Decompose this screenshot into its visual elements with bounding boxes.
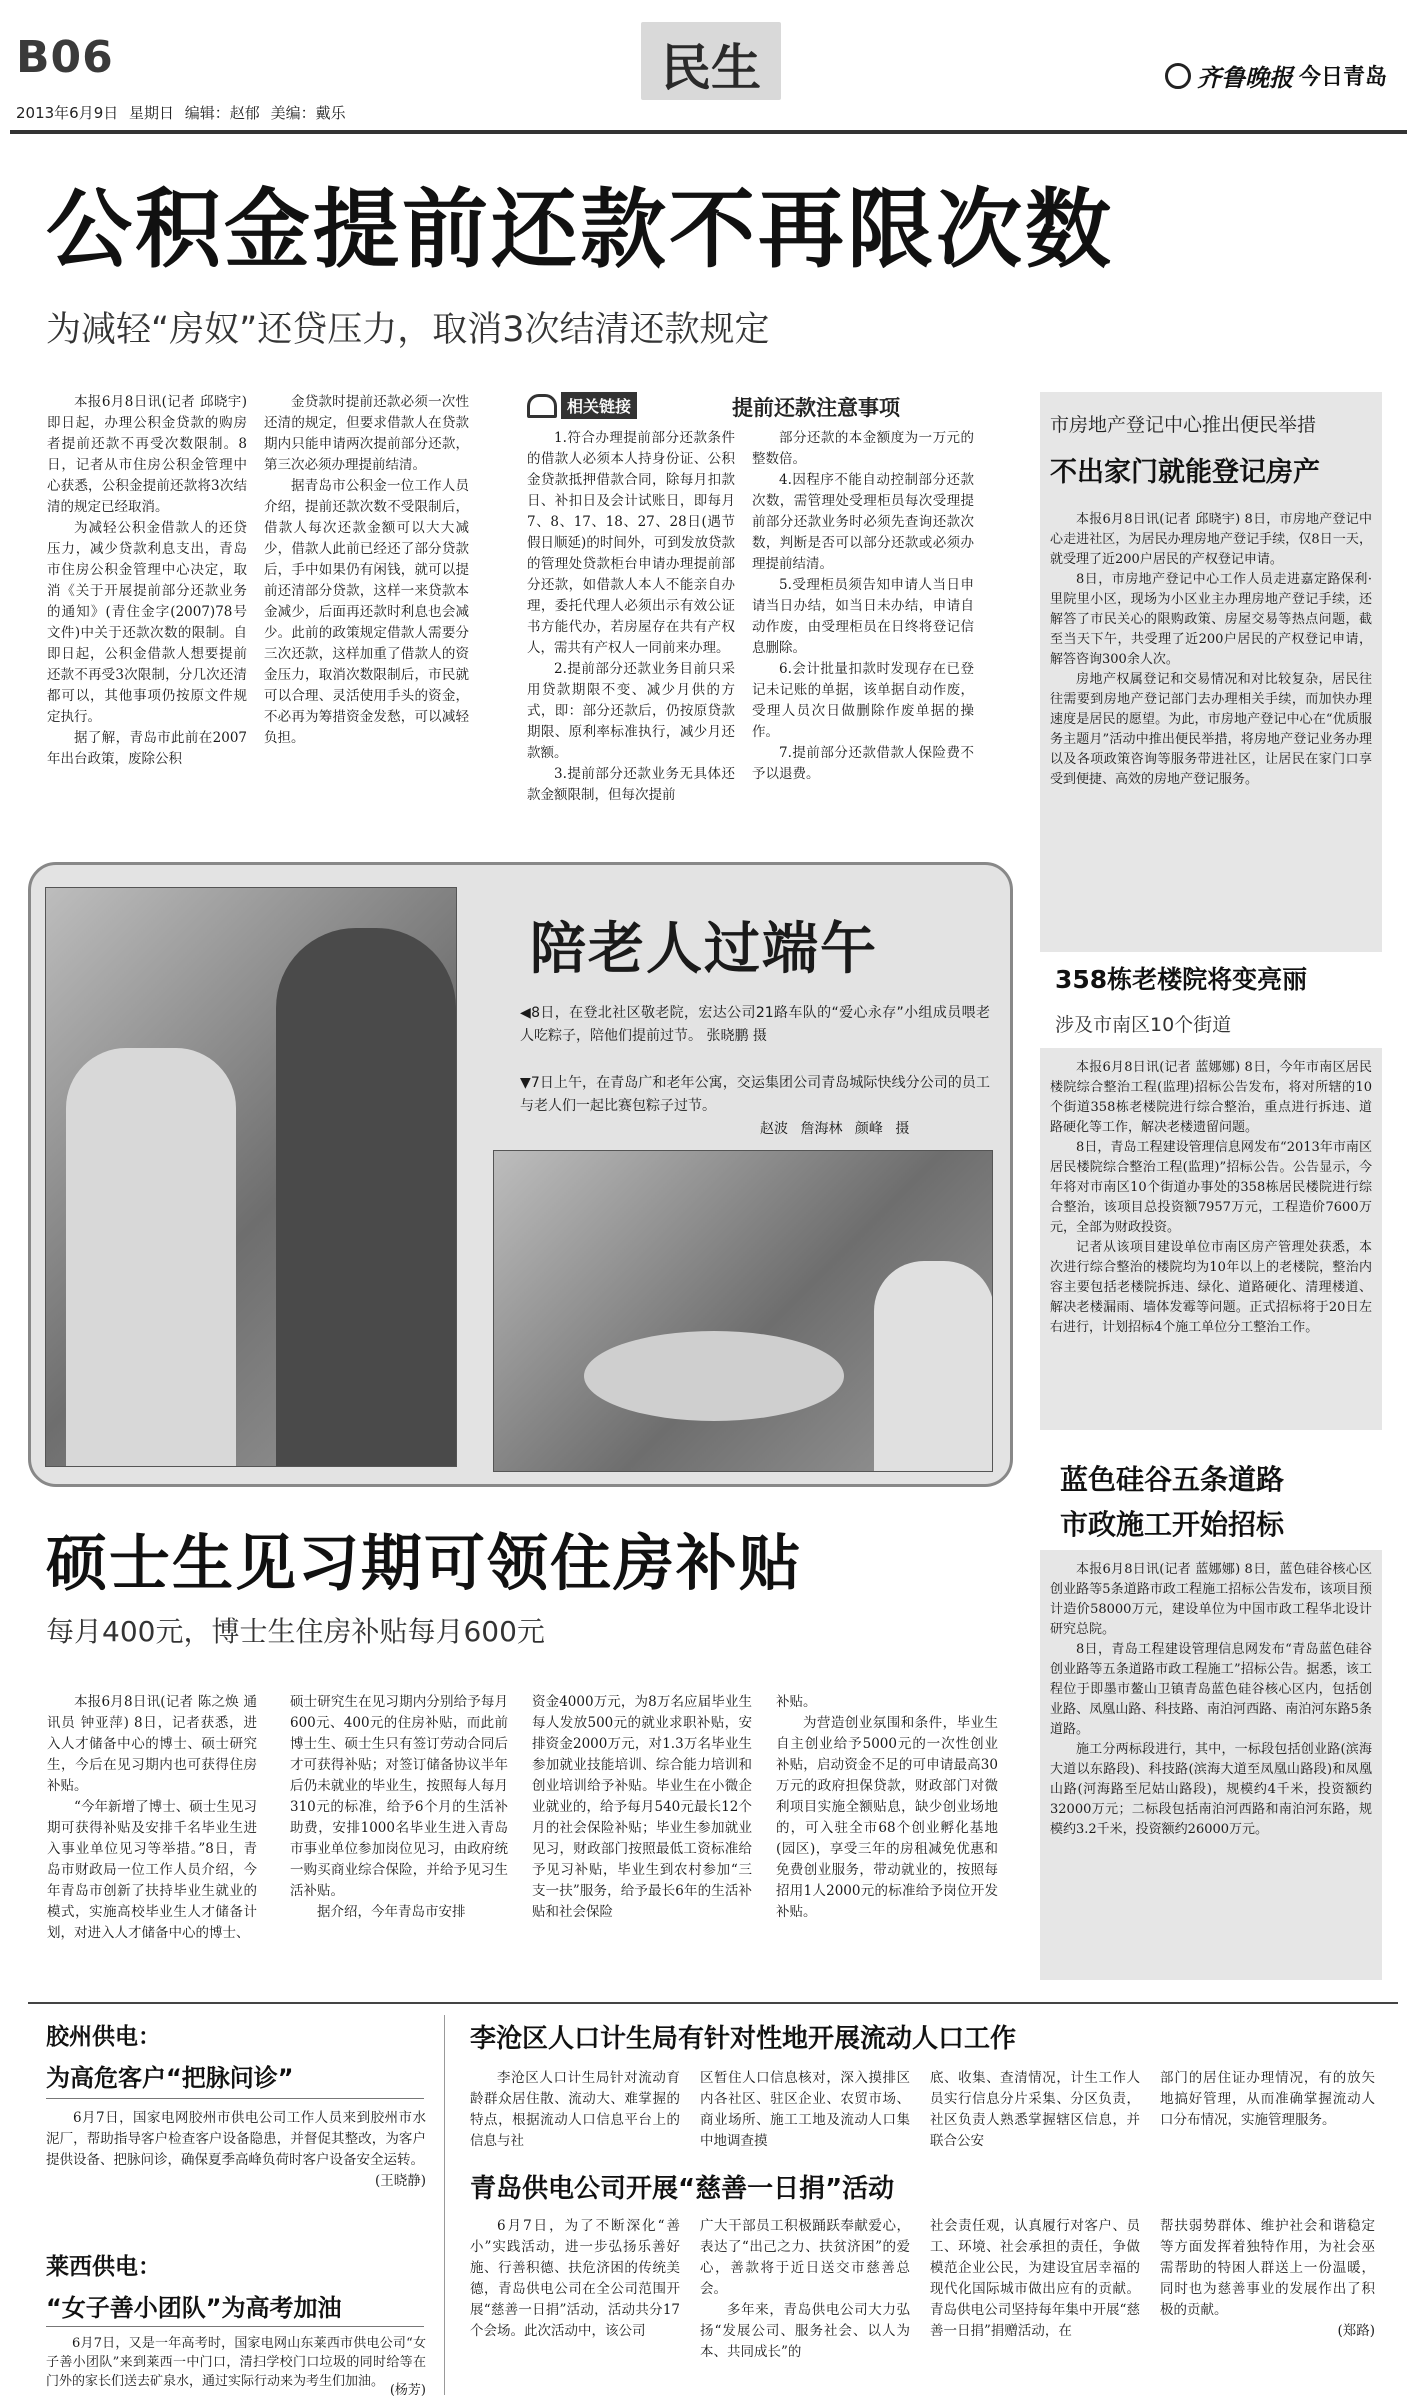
- brief-credit: (王晓静): [374, 2173, 426, 2189]
- page-number: B06: [16, 32, 114, 83]
- second-column-1: [47, 1692, 257, 1992]
- old-buildings-headline: 358栋老楼院将变亮丽: [1055, 965, 1308, 994]
- old-buildings-subhead: 涉及市南区10个街道: [1055, 1014, 1232, 1036]
- lead-paragraph: 据青岛市公积金一位工作人员介绍，提前还款次数不受限制后，借款人每次还款金额可以大大减少，借款人此前已经还了部分贷款后，手中如果仍有闲钱，就可以提前还清部分贷款，这样一来贷款本金减少，后面再还款时利息也会减少。此前的政策规定借款人需要分三次还款，这样加重了借款人的资金压力，取消次数限制后，市民就可以合理、灵活使用手头的资金，不必再为筹措资金发愁，可以减轻负担。: [264, 478, 469, 746]
- lead-headline: 公积金提前还款不再限次数: [46, 180, 1114, 280]
- story-b-paragraph: 多年来，青岛供电公司大力弘扬“发展公司、服务社会、以人为本、共同成长”的: [700, 2302, 910, 2360]
- brief-2-headline: “女子善小团队”为高考加油: [46, 2294, 342, 2322]
- second-paragraph: 资金4000万元，为8万名应届毕业生每人发放500元的就业求职补贴，安排资金2000万元，对1.3万名毕业生参加就业技能培训、综合能力培训和创业培训给予补贴。毕业生在小微企业就业的，给予每月540元最长12个月的社会保险补贴；毕业生参加就业见习，财政部门按照最低工资标准给予见习补贴，毕业生到农村参加“三支一扶”服务，给予最长6年的生活补贴和社会保险: [532, 1694, 752, 1920]
- feature-caption-2: ▼7日上午，在青岛广和老年公寓，交运集团公司青岛城际快线分公司的员工与老人们一起比赛包粽子过节。: [520, 1075, 990, 1114]
- story-b-credit: (郑路): [1337, 2323, 1375, 2339]
- lead-paragraph: 为减轻公积金借款人的还贷压力，减少贷款利息支出，青岛市住房公积金管理中心决定，取消《关于开展提前部分还款业务的通知》(青住金字(2007)78号文件)中关于还款次数的限制。自即日起，公积金借款人想要提前还款不再受3次限制，分几次还清都可以，其他事项仍按原文件规定执行。: [47, 520, 247, 725]
- blue-valley-paragraph: 8日，青岛工程建设管理信息网发布“青岛蓝色硅谷创业路等五条道路市政工程施工”招标公告。据悉，该工程位于即墨市鳌山卫镇青岛蓝色硅谷核心区内，包括创业路、凤凰山路、科技路、南泊河西路、南泊河东路5条道路。: [1050, 1642, 1372, 1737]
- related-item: 7.提前部分还款借款人保险费不予以退费。: [752, 745, 974, 782]
- second-headline: 硕士生见习期可领住房补贴: [46, 1528, 803, 1599]
- blue-valley-headline-line1: 蓝色硅谷五条道路: [1060, 1463, 1285, 1496]
- second-paragraph: 补贴。: [776, 1694, 817, 1710]
- old-buildings-paragraph: 本报6月8日讯(记者 蓝娜娜) 8日，今年市南区居民楼院综合整治工程(监理)招标公告发布，将对所辖的10个街道358栋老楼院进行综合整治，重点进行拆违、道路硬化等工作，解决老楼遗留问题。: [1050, 1060, 1372, 1135]
- photo-table: [584, 1331, 844, 1421]
- photo-figure-right: [874, 1261, 993, 1472]
- related-tag-label: 相关链接: [561, 392, 637, 419]
- feature-caption-1: ◀8日，在登北社区敬老院，宏达公司21路车队的“爱心永存”小组成员喂老人吃粽子，陪他们提前过节。 张晓鹏 摄: [520, 1005, 990, 1044]
- feature-caption-2-credit: 赵波 詹海林 颜峰 摄: [760, 1121, 910, 1137]
- related-column-2: [752, 428, 974, 828]
- date-line: 2013年6月9日 星期日 编辑：赵郁 美编：戴乐: [16, 104, 346, 122]
- brief-1-body: [46, 2108, 426, 2238]
- brief-2-source: 莱西供电：: [46, 2254, 161, 2280]
- brand-edition: 今日青岛: [1299, 65, 1388, 90]
- related-item: 部分还款的本金额度为一万元的整数倍。: [752, 430, 974, 467]
- second-column-3: [532, 1692, 752, 1992]
- sidebar-housing-headline: 不出家门就能登记房产: [1050, 457, 1320, 488]
- story-b-col-2: [700, 2216, 910, 2396]
- story-b-col-4: [1160, 2216, 1375, 2396]
- story-a-col-4: 部门的居住证办理情况，有的放矢地搞好管理，从而准确掌握流动人口分布情况，实施管理服务。: [1160, 2070, 1375, 2128]
- sidebar-paragraph: 8日，市房地产登记中心工作人员走进嘉定路保利·里院里小区，现场为小区业主办理房地产登记手续，还解答了市民关心的限购政策、房屋交易等热点问题，截至当天下午，共受理了近200户居民的产权登记申请，解答咨询300余人次。: [1050, 572, 1372, 667]
- brand-logo: [1165, 58, 1387, 93]
- related-link-tag: [527, 392, 637, 419]
- second-paragraph: “今年新增了博士、硕士生见习期可获得补贴及安排千名毕业生进入事业单位见习等举措。”8日，青岛市财政局一位工作人员介绍，今年青岛市创新了扶持毕业生就业的模式，实施高校毕业生人才储备计划，对进入人才储备中心的博士、: [47, 1799, 257, 1941]
- masthead-rule: [10, 130, 1407, 134]
- old-buildings-body: [1050, 1058, 1372, 1423]
- bottom-divider: [28, 2002, 1398, 2004]
- story-b-headline: 青岛供电公司开展“慈善一日捐”活动: [470, 2174, 895, 2204]
- link-icon: [527, 394, 557, 418]
- old-buildings-paragraph: 记者从该项目建设单位市南区房产管理处获悉，本次进行综合整治的楼院均为10年以上的老楼院，整治内容主要包括老楼院拆违、绿化、道路硬化、清理楼道、解决老楼漏雨、墙体发霉等问题。正式招标将于20日左右进行，计划招标4个施工单位分工整治工作。: [1050, 1240, 1372, 1335]
- feature-photo-main: [45, 887, 457, 1467]
- section-title: 民生: [661, 39, 761, 97]
- lead-paragraph: 本报6月8日讯(记者 邱晓宇) 即日起，办理公积金贷款的购房者提前还款不再受次数限制。8日，记者从市住房公积金管理中心获悉，公积金提前还款将3次结清的规定已经取消。: [47, 394, 247, 515]
- story-b-col-3: 社会责任观，认真履行对客户、员工、环境、社会承担的责任，争做模范企业公民，为建设宜居幸福的现代化国际城市做出应有的贡献。青岛供电公司坚持每年集中开展“慈善一日捐”捐赠活动，在: [930, 2218, 1140, 2339]
- lead-paragraph: 金贷款时提前还款必须一次性还清的规定，但要求借款人在贷款期内只能申请两次提前部分还款，第三次必须办理提前结清。: [264, 394, 469, 473]
- story-a-headline: 李沧区人口计生局有针对性地开展流动人口工作: [470, 2024, 1017, 2054]
- lead-paragraph: 据了解，青岛市此前在2007年出台政策，废除公积: [47, 730, 247, 767]
- story-a-col-3: 底、收集、查清情况，计生工作人员实行信息分片采集、分区负责，社区负责人熟悉掌握辖区信息，并联合公安: [930, 2070, 1140, 2149]
- story-b-col-1: 6月7日，为了不断深化“善小”实践活动，进一步弘扬乐善好施、行善积德、扶危济困的传统美德，青岛供电公司在全公司范围开展“慈善一日捐”活动，活动共分17个会场。此次活动中，该公司: [470, 2218, 680, 2339]
- related-column-1: [527, 428, 735, 828]
- sidebar-housing-body: [1050, 510, 1372, 940]
- bottom-column-rule: [444, 2015, 445, 2395]
- sidebar-paragraph: 本报6月8日讯(记者 邱晓宇) 8日，市房地产登记中心走进社区，为居民办理房地产登记手续，仅8日一天，就受理了近200户居民的产权登记申请。: [1050, 512, 1372, 567]
- masthead: [0, 0, 1417, 138]
- brand-circle-icon: [1165, 63, 1191, 89]
- lead-subhead: 为减轻“房奴”还贷压力，取消3次结清还款规定: [46, 310, 770, 350]
- lead-column-1: [47, 392, 247, 832]
- story-b-paragraph: 帮扶弱势群体、维护社会和谐稳定等方面发挥着独特作用，为社会巫需帮助的特困人群送上一份温暖，同时也为慈善事业的发展作出了积极的贡献。: [1160, 2218, 1375, 2318]
- second-paragraph: 为营造创业氛围和条件，毕业生自主创业给予5000元的一次性创业补贴，启动资金不足的可申请最高30万元的政府担保贷款，财政部门对微利项目实施全额贴息，缺少创业场地的，可入驻全市68个创业孵化基地(园区)，享受三年的房租减免优惠和免费创业服务，带动就业的，按照每招用1人2000元的标准给予岗位开发补贴。: [776, 1715, 998, 1920]
- old-buildings-paragraph: 8日，青岛工程建设管理信息网发布“2013年市南区居民楼院综合整治工程(监理)”招标公告。公告显示，今年将对市南区10个街道办事处的358栋居民楼院进行综合整治，该项目总投资额7957万元，工程造价7600万元，全部为财政投资。: [1050, 1140, 1372, 1235]
- second-column-2: [290, 1692, 508, 1992]
- brief-1-source: 胶州供电：: [46, 2024, 161, 2050]
- feature-headline: 陪老人过端午: [530, 917, 878, 982]
- brief-2-rule: [46, 2326, 424, 2327]
- brief-paragraph: 6月7日，国家电网胶州市供电公司工作人员来到胶州市水泥厂，帮助指导客户检查客户设备隐患，并督促其整改，为客户提供设备、把脉问诊，确保夏季高峰负荷时客户设备安全运转。: [46, 2110, 426, 2168]
- brand-name: 齐鲁晚报: [1197, 64, 1293, 92]
- brief-2-body: [46, 2334, 426, 2400]
- related-item: 1.符合办理提前部分还款条件的借款人必须本人持身份证、公积金贷款抵押借款合同，除每月扣款日、补扣日及会计试账日，即每月7、8、17、18、27、28日(遇节假日顺延)的时间外，可到发放贷款的管理处贷款柜台申请办理提前部分还款，如借款人本人不能亲自办理，委托代理人必须出示有效公证书方能代办，若房屋存在共有产权人，需共有产权人一同前来办理。: [527, 430, 735, 656]
- brief-1-headline: 为高危客户“把脉问诊”: [46, 2064, 294, 2092]
- brief-credit: (杨芳): [389, 2383, 426, 2398]
- related-item: 6.会计批量扣款时发现存在已登记未记账的单据，该单据自动作废，受理人员次日做删除作废单据的操作。: [752, 661, 974, 740]
- brief-1-rule: [46, 2098, 424, 2099]
- photo-figure-elder: [66, 1048, 236, 1467]
- story-b-paragraph: 广大干部员工积极踊跃奉献爱心，表达了“出己之力、扶贫济困”的爱心，善款将于近日送交市慈善总会。: [700, 2218, 910, 2297]
- sidebar-housing-kicker: 市房地产登记中心推出便民举措: [1050, 414, 1317, 436]
- story-a-col-1: 李沧区人口计生局针对流动育龄群众居住散、流动大、难掌握的特点，根据流动人口信息平台上的信息与社: [470, 2070, 680, 2149]
- sidebar-paragraph: 房地产权属登记和交易情况和对比较复杂，居民往往需要到房地产登记部门去办理相关手续，而加快办理速度是居民的愿望。为此，市房地产登记中心在“优质服务主题月”活动中推出便民举措，将房地产登记业务办理以及各项政策咨询等服务带进社区，让居民在家门口享受到便捷、高效的房地产登记服务。: [1050, 672, 1372, 787]
- second-subhead: 每月400元，博士生住房补贴每月600元: [46, 1615, 545, 1648]
- second-paragraph: 硕士研究生在见习期内分别给予每月600元、400元的住房补贴，而此前博士生、硕士生只有签订劳动合同后才可获得补贴；对签订储备协议半年后仍未就业的毕业生，按照每人每月310元的标准，给予6个月的生活补助费，安排1000名毕业生进入青岛市事业单位参加岗位见习，由政府统一购买商业综合保险，并给予见习生活补贴。: [290, 1694, 508, 1899]
- brief-paragraph: 6月7日，又是一年高考时，国家电网山东莱西市供电公司“女子善小团队”来到莱西一中门口，清扫学校门口垃圾的同时给等在门外的家长们送去矿泉水，通过实际行动来为考生们加油。: [46, 2336, 426, 2389]
- related-item: 3.提前部分还款业务无具体还款金额限制，但每次提前: [527, 766, 735, 803]
- story-a-col-2: 区暂住人口信息核对，深入摸排区内各社区、驻区企业、农贸市场、商业场所、施工工地及流动人口集中地调查摸: [700, 2070, 910, 2149]
- photo-figure-helper: [276, 928, 456, 1467]
- lead-column-2: [264, 392, 469, 832]
- blue-valley-paragraph: 施工分两标段进行，其中，一标段包括创业路(滨海大道以东路段)、科技路(滨海大道至凤凰山路段)和凤凰山路(河海路至尼姑山路段)，规模约4千米，投资额约32000万元；二标段包括南泊河西路和南泊河东路，规模约3.2千米，投资额约26000万元。: [1050, 1742, 1372, 1837]
- related-item: 4.因程序不能自动控制部分还款次数，需管理处受理柜员每次受理提前部分还款业务时必须先查询还款次数，判断是否可以部分还款或必须办理提前结清。: [752, 472, 974, 572]
- blue-valley-body: [1050, 1560, 1372, 1972]
- blue-valley-paragraph: 本报6月8日讯(记者 蓝娜娜) 8日，蓝色硅谷核心区创业路等5条道路市政工程施工招标公告发布，该项目预计造价58000万元，建设单位为中国市政工程华北设计研究总院。: [1050, 1562, 1372, 1637]
- related-item: 2.提前部分还款业务目前只采用贷款期限不变、减少月供的方式，即：部分还款后，仍按原贷款期限、原利率标准执行，减少月还款额。: [527, 661, 735, 761]
- related-title: 提前还款注意事项: [732, 396, 900, 420]
- second-paragraph: 据介绍，今年青岛市安排: [317, 1904, 466, 1920]
- blue-valley-headline-line2: 市政施工开始招标: [1060, 1508, 1285, 1541]
- second-column-4: [776, 1692, 998, 1992]
- related-item: 5.受理柜员须告知申请人当日申请当日办结，如当日未办结，申请自动作废，由受理柜员在日终将登记信息删除。: [752, 577, 974, 656]
- second-paragraph: 本报6月8日讯(记者 陈之焕 通讯员 钟亚萍) 8日，记者获悉，进入人才储备中心的博士、硕士研究生，今后在见习期内也可获得住房补贴。: [47, 1694, 257, 1794]
- feature-photo-second: [493, 1150, 993, 1472]
